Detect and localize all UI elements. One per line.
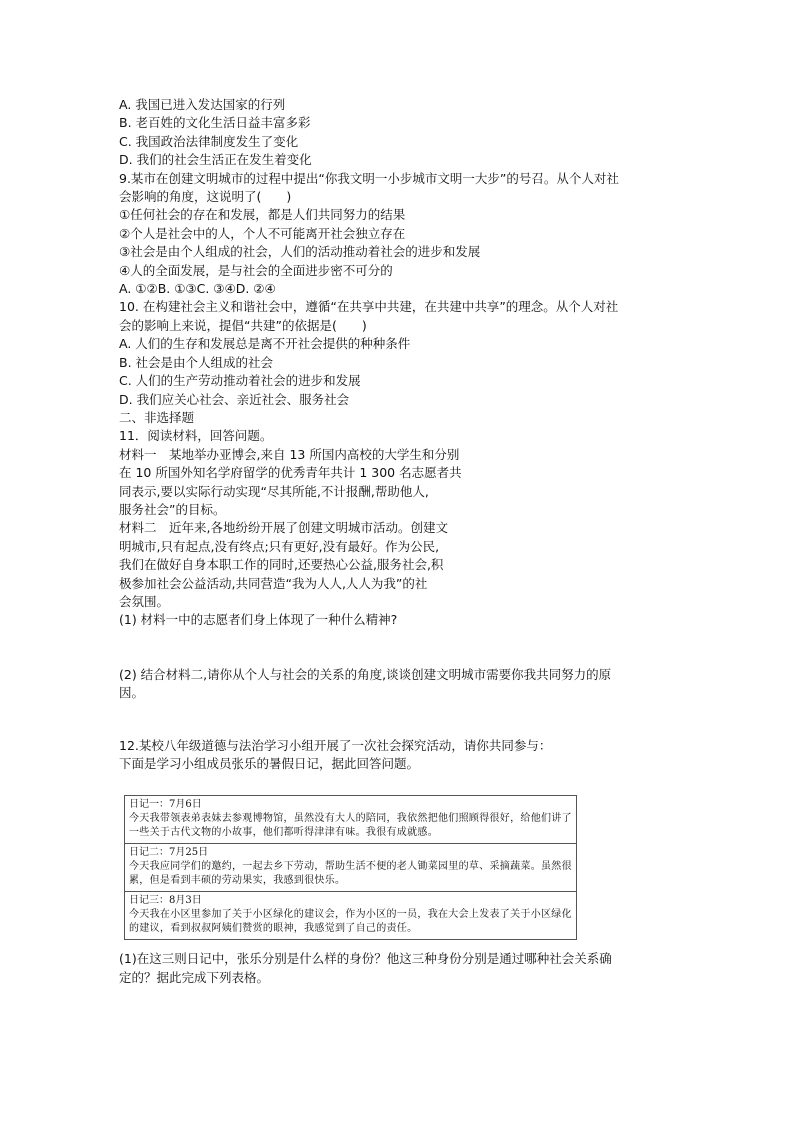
q8-option-b: B. 老百姓的文化生活日益丰富多彩 xyxy=(119,115,311,131)
q11-sub-question-2-line-2: 因。 xyxy=(119,685,145,701)
diary-entry-title: 日记二：7月25日 xyxy=(129,847,209,859)
diary-table xyxy=(124,795,577,940)
q11-material-1-line-2: 在 10 所国外知名学府留学的优秀青年共计 1 300 名志愿者共 xyxy=(119,465,462,481)
q9-stem-line-2: 会影响的角度，这说明了( ) xyxy=(119,189,292,205)
diary-entry-title: 日记三：8月3日 xyxy=(129,895,202,907)
q11-material-2-line-4: 极参加社会公益活动,共同营造“我为人人,人人为我”的社 xyxy=(119,575,428,591)
q10-option-b: B. 社会是由个人组成的社会 xyxy=(119,354,274,370)
q10-option-c: C. 人们的生产劳动推动着社会的进步和发展 xyxy=(119,373,361,389)
q9-item-4: ④人的全面发展，是与社会的全面进步密不可分的 xyxy=(119,262,393,278)
diary-entry-body: 今天我应同学们的邀约，一起去乡下劳动，帮助生活不便的老人锄菜园里的草、采摘蔬菜。虽然很累，但是看到丰硕的劳动果实，我感到很快乐。 xyxy=(129,861,572,887)
q10-stem-line-1: 10. 在构建社会主义和谐社会中，遵循“在共享中共建，在共建中共享”的理念。从个人对社 xyxy=(119,299,619,315)
q11-material-2-line-5: 会氛围。 xyxy=(119,593,170,609)
q9-item-1: ①任何社会的存在和发展，都是人们共同努力的结果 xyxy=(119,207,406,223)
q8-option-a: A. 我国已进入发达国家的行列 xyxy=(119,97,286,112)
q12-sub-question-1-line-2: 定的？据此完成下列表格。 xyxy=(119,969,270,985)
document-page xyxy=(119,96,689,987)
diary-entry-2 xyxy=(125,844,576,892)
diary-entry-body: 今天我带领表弟表妹去参观博物馆，虽然没有大人的陪同，我依然把他们照顾得很好，给他们讲了一些关于古代文物的小故事，他们都听得津津有味。我很有成就感。 xyxy=(129,813,572,839)
q11-material-2-line-1: 材料二 近年来,各地纷纷开展了创建文明城市活动。创建文 xyxy=(119,520,448,536)
q12-stem-line-2: 下面是学习小组成员张乐的暑假日记，据此回答问题。 xyxy=(119,756,420,771)
q10-option-a: A. 人们的生存和发展总是离不开社会提供的种种条件 xyxy=(119,336,411,352)
q11-material-2-line-3: 我们在做好自身本职工作的同时,还要热心公益,服务社会,积 xyxy=(119,557,444,573)
q11-sub-question-1: (1) 材料一中的志愿者们身上体现了一种什么精神? xyxy=(119,612,398,628)
diary-entry-3 xyxy=(125,892,576,939)
q8-option-c: C. 我国政治法律制度发生了变化 xyxy=(119,133,299,149)
q11-material-2-line-2: 明城市,只有起点,没有终点;只有更好,没有最好。作为公民, xyxy=(119,538,440,554)
q12-stem-line-1: 12.某校八年级道德与法治学习小组开展了一次社会探究活动，请你共同参与： xyxy=(119,737,552,753)
q11-sub-question-2-line-1: (2) 结合材料二,请你从个人与社会的关系的角度,谈谈创建文明城市需要你我共同努力的原 xyxy=(119,666,612,682)
spacer xyxy=(119,773,689,795)
answer-space-q11-1 xyxy=(119,630,689,666)
q8-option-d: D. 我们的社会生活正在发生着变化 xyxy=(119,152,312,168)
diary-entry-body: 今天我在小区里参加了关于小区绿化的建议会，作为小区的一员，我在大会上发表了关于小区绿化的建议，看到叔叔阿姨们赞赏的眼神，我感觉到了自己的责任。 xyxy=(129,909,572,935)
q9-item-3: ③社会是由个人组成的社会，人们的活动推动着社会的进步和发展 xyxy=(119,244,481,260)
section-2-title: 二、非选择题 xyxy=(119,409,195,425)
q9-choices: A. ①②B. ①③C. ③④D. ②④ xyxy=(119,281,276,297)
q9-item-2: ②个人是社会中的人，个人不可能离开社会独立存在 xyxy=(119,225,406,241)
q10-stem-line-2: 会的影响上来说，提倡“共建”的依据是( ) xyxy=(119,317,367,333)
q9-stem-line-1: 9.某市在创建文明城市的过程中提出“你我文明一小步城市文明一大步”的号召。从个人对社 xyxy=(119,170,619,186)
q11-material-1-line-1: 材料一 某地举办亚博会,来自 13 所国内高校的大学生和分别 xyxy=(119,446,460,462)
q10-option-d: D. 我们应关心社会、亲近社会、服务社会 xyxy=(119,391,350,407)
q12-sub-question-1-line-1: (1)在这三则日记中，张乐分别是什么样的身份？他这三种身份分别是通过哪种社会关系确 xyxy=(119,951,612,967)
diary-entry-title: 日记一：7月6日 xyxy=(129,799,202,811)
answer-space-q11-2 xyxy=(119,703,689,737)
q11-intro: 11．阅读材料，回答问题。 xyxy=(119,428,273,444)
q11-material-1-line-4: 服务社会”的目标。 xyxy=(119,501,226,517)
diary-entry-1 xyxy=(125,796,576,844)
q11-material-1-line-3: 同表示,要以实际行动实现“尽其所能,不计报酬,帮助他人, xyxy=(119,483,429,499)
